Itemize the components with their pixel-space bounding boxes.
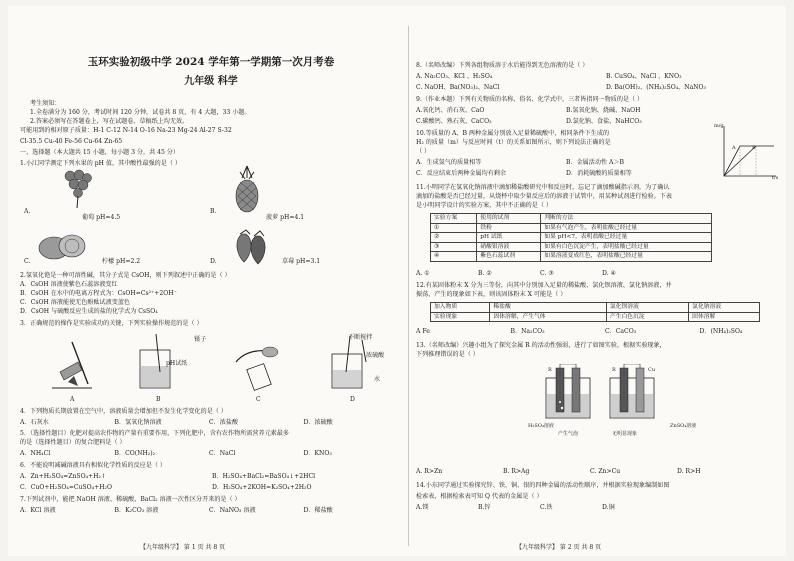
q10-graph-line-b: B	[752, 145, 756, 151]
question-6: 6．不能说明减碱溶液具有相似化学性质的反应是（ ）	[20, 462, 166, 469]
q13-label-znso4: ZnSO₄溶液	[670, 423, 697, 429]
exam-title: 玉环实验初级中学 2024 学年第一学期第一次月考卷	[87, 56, 335, 68]
table-cell: ③	[431, 242, 477, 252]
table-cell: 铁粉	[477, 223, 541, 233]
q6-option-b: B．H₂SO₄+BaCl₂=BaSO₄↓+2HCl	[212, 473, 316, 480]
lemon-image	[36, 228, 90, 264]
question-8: 8.（名师改编）下列各组物质溶于水后能得到无色溶液的是（ ）	[416, 62, 589, 69]
q14-option-b: B.锌	[478, 504, 491, 511]
q8-option-a: A. Na₂CO₃、KCl 、H₂SO₄	[416, 73, 493, 80]
question-11-line-3: 是小明同学设计的实验方案，其中不正确的是（ ）	[416, 202, 552, 209]
q7-option-d: D．稀盐酸	[303, 507, 333, 514]
q9-option-a: A.氧化钙、消石灰、CaO	[416, 107, 485, 114]
q1-option-c-text: 柠檬 pH=2.2	[102, 258, 141, 265]
table-row	[431, 233, 712, 243]
question-11-line-2: 滴加的盐酸是否已经过量，从烧杯中取少量反应后的溶液于试管中，用某种试剂进行检验。下表	[416, 193, 672, 200]
table-cell: 稀盐酸	[490, 303, 606, 313]
q5-options	[20, 450, 390, 459]
q11-option-c: C. ③	[540, 270, 554, 277]
page-1	[20, 6, 402, 556]
q12-option-d: D．(NH₄)₂SO₄	[699, 328, 743, 335]
page-divider	[408, 26, 409, 546]
q7-options	[20, 507, 390, 516]
q3-label-ph: pH试纸	[166, 360, 188, 367]
q9-option-d: D.氯化钠、食盐、NaHCO₃	[566, 118, 642, 125]
q13-options	[416, 468, 756, 477]
q11-options	[416, 270, 656, 279]
table-cell: pH 试纸	[477, 233, 541, 243]
table-cell: 如果溶液变成红色，表明盐酸已经过量	[541, 252, 712, 262]
question-5-line-1: 5．（选择性题目）化肥对提高农作物的产量有重要作用，下列化肥中，含有农作物所需营养元素最多	[20, 430, 289, 437]
q3-option-d: D	[350, 396, 355, 403]
q4-option-a: A．石灰水	[20, 419, 49, 426]
notice-1: 1.全卷满分为 160 分，考试时间 120 分钟，试卷共 8 页，有 4 大题，33 小题。	[30, 109, 251, 116]
table-cell: 紫色石蕊试剂	[477, 252, 541, 262]
table-cell: ①	[431, 223, 477, 233]
q9-option-b: B.氢氧化钠、烧碱、NaOH	[566, 107, 641, 114]
strawberry-image	[230, 226, 274, 266]
q8-option-d: D. Ba(OH)₂、(NH₄)₂SO₄、NaNO₃	[606, 84, 706, 91]
table-cell: 如果 pH<7，表明盐酸已经过量	[541, 233, 712, 243]
q11-option-a: A. ①	[416, 270, 430, 277]
q11-option-b: B. ②	[478, 270, 492, 277]
section-heading: 一、选择题（本大题共 15 小题，每小题 3 分，共 45 分）	[20, 149, 179, 156]
grape-image	[60, 166, 94, 210]
q6-option-d: D．H₂SO₄+2KOH=K₂SO₄+2H₂O	[212, 484, 312, 491]
q13-label-no-change: 无明显现象	[612, 431, 638, 437]
q13-label-h2so4: H₂SO₄溶液	[528, 423, 554, 429]
exam-subtitle: 九年级 科学	[184, 76, 238, 87]
q7-option-c: C．NaNO₃ 溶液	[209, 507, 256, 514]
q5-option-d: D．KNO₃	[303, 450, 332, 457]
q10-graph-line-a: A	[732, 145, 736, 151]
table-cell: 氯化钡溶液	[606, 303, 688, 313]
q14-option-c: C.铁	[540, 504, 553, 511]
q3-option-b: B	[156, 396, 161, 403]
table-cell: 实验方案	[431, 214, 477, 224]
q10-option-a: A．生成氢气的质量相等	[416, 159, 482, 166]
q3-option-a: A	[70, 396, 75, 403]
q4-options	[20, 419, 390, 428]
notice-heading: 考生须知：	[30, 100, 61, 107]
q12-option-c: C．CaCO₃	[605, 328, 637, 335]
q8-option-b: B. CuSO₄、NaCl 、KNO₃	[606, 73, 682, 80]
q2-option-a: A．CsOH 溶液使紫色石蕊溶液变红	[20, 281, 118, 288]
table-cell: 加入物质	[431, 303, 490, 313]
q2-option-b: B．CsOH 在水中的电离方程式为：CsOH=Cs²⁺+2OH⁻	[20, 290, 177, 297]
question-10-line-2: H₂ 的质量（m）与反应时间（t）的关系如图所示，则下列说法正确的是	[416, 139, 611, 146]
q12-option-a: A Fe	[416, 328, 430, 335]
q14-options	[416, 504, 656, 513]
table-cell: ④	[431, 252, 477, 262]
table-row	[431, 303, 760, 313]
table-row	[431, 223, 712, 233]
question-5-line-2: 的是（选择性题目）的复合肥料是（ ）	[20, 439, 126, 446]
table-cell: 产生白色沉淀	[606, 312, 688, 322]
question-12-line-1: 12.有某固体粉末 X 分为三等份，向其中分别加入足量的稀盐酸、氯化钡溶液、氯化钠溶液，并	[416, 282, 672, 289]
q12-option-b: B．Na₂CO₃	[510, 328, 545, 335]
q10-graph	[716, 122, 780, 182]
question-9: 9.（作业本题）下列有关物质的名称、俗名、化学式中，三者皆指同一物质的是（ ）	[416, 96, 644, 103]
q13-label-cu: Cu	[648, 367, 656, 373]
question-14-line-2: 检索表，根据检索表可知 Q 代表的金属是（ ）	[416, 493, 543, 500]
q3-option-c: C	[256, 396, 261, 403]
q1-option-b-text: 菠萝 pH=4.1	[266, 214, 305, 221]
table-row	[431, 252, 712, 262]
table-cell: 判断的方法	[541, 214, 712, 224]
q13-label-r1: R	[548, 367, 552, 373]
q10-option-b: B．金属活动性 A＞B	[566, 159, 624, 166]
q13-label-r2: R	[612, 367, 616, 373]
exam-sheet	[8, 6, 786, 556]
question-10-line-3: （ ）	[416, 148, 431, 155]
question-12-line-2: 振荡，产生的现象如下表，则该固体粉末 X 可能是（ ）	[416, 291, 567, 298]
q12-options	[416, 328, 786, 337]
notice-2: 2.答案必须写在答题卷上，写在试题卷、草稿纸上均无效。	[30, 118, 189, 125]
table-cell: 固体溶解	[689, 312, 760, 322]
question-7: 7.下列试剂中，能把 NaOH 溶液、稀硫酸、BaCl₂ 溶液一次性区分开来的是（ ）	[20, 496, 241, 503]
q7-option-b: B．K₂CO₃ 溶液	[114, 507, 159, 514]
q13-option-d: D. R>H	[677, 468, 701, 475]
page-2-footer: 【九年级科学】 第 2 页 共 8 页	[516, 543, 602, 551]
q1-option-b: B.	[210, 208, 217, 215]
q4-option-c: C．浓盐酸	[209, 419, 239, 426]
q6-option-a: A．Zn+H₂SO₄=ZnSO₄+H₂↑	[20, 473, 106, 480]
question-2: 2.氢氧化铯是一种可溶性碱，其分子式是 CsOH，则下列叙述中正确的是（ ）	[20, 272, 231, 279]
q7-option-a: A．KCl 溶液	[20, 507, 56, 514]
table-cell: 硝酸银溶液	[477, 242, 541, 252]
pineapple-image	[232, 164, 262, 216]
q3-label-conc: 浓硫酸	[366, 352, 385, 359]
table-cell: 氯化钠溶液	[689, 303, 760, 313]
question-10-line-1: 10.等质量的 A、B 两种金属分别放入足量稀硫酸中，相同条件下生成的	[416, 130, 610, 137]
q1-option-d: D.	[210, 258, 217, 265]
table-row	[431, 214, 712, 224]
q3-label-water: 水	[374, 376, 381, 383]
question-1: 1.小江同学测定下列水果的 pH 值，其中酸性最强的是（ ）	[20, 160, 181, 167]
q13-label-bubbles: 产生气泡	[558, 431, 579, 437]
q10-graph-y-label: m/g	[714, 123, 724, 129]
table-cell: 实验现象	[431, 312, 490, 322]
q4-option-d: D．浓硫酸	[303, 419, 333, 426]
table-row	[431, 312, 760, 322]
q9-option-c: C.碳酸钙、熟石灰、CaCO₃	[416, 118, 492, 125]
q14-option-d: D.铜	[602, 504, 615, 511]
table-row	[431, 242, 712, 252]
table-cell: 如果有白色沉淀产生，表明盐酸已经过量	[541, 242, 712, 252]
question-11-line-1: 11.小明同学在氢氧化钠溶液中滴加稀盐酸研究中和反应时，忘记了滴加酸碱指示剂，为了确认	[416, 184, 670, 191]
question-13-line-1: 13.（名师改编）兴趣小组为了探究金属 R 的活动性强弱，进行了如图实验，根据实验现象，	[416, 342, 666, 349]
q3-label-stir: 不断搅拌	[348, 334, 373, 341]
q13-option-b: B. R>Ag	[503, 468, 530, 475]
page-1-footer: 【九年级科学】 第 1 页 共 8 页	[140, 543, 226, 551]
q2-option-c: C．CsOH 溶液能使无色酚酞试液变蓝色	[20, 299, 131, 306]
table-cell: 如果有气泡产生，表明盐酸已经过量	[541, 223, 712, 233]
q5-option-c: C．NaCl	[209, 450, 236, 457]
q1-option-a: A.	[24, 208, 31, 215]
table-cell: 固体溶解，产生气体	[490, 312, 606, 322]
q3-figure-c	[230, 332, 288, 392]
table-cell: 使用的试剂	[477, 214, 541, 224]
q10-option-c: C．反应结束后两种金属均有剩余	[416, 170, 506, 177]
q1-option-c: C.	[24, 258, 31, 265]
q5-option-a: A．NH₄Cl	[20, 450, 51, 457]
q11-table	[430, 213, 712, 262]
q3-label-tweezers: 镊子	[194, 336, 207, 343]
question-3: 3．正确规范的操作是实验成功的关键，下列实验操作规范的是（ ）	[20, 320, 203, 327]
q11-option-d: D. ④	[602, 270, 617, 277]
q6-option-c: C．CuO+H₂SO₄=CuSO₄+H₂O	[20, 484, 112, 491]
q13-option-a: A. R>Zn	[416, 468, 443, 475]
atomic-masses-2: Cl-35.5 Cu-40 Fe-56 Cu-64 Zn-65	[20, 138, 123, 145]
question-13-line-2: 下列推理错误的是（ ）	[416, 351, 479, 358]
q10-graph-x-label: t/s	[772, 175, 779, 181]
q8-option-c: C. NaOH、Ba(NO₃)₂、NaCl	[416, 84, 500, 91]
page-2	[416, 6, 794, 556]
q5-option-b: B．CO(NH₂)₂	[114, 450, 156, 457]
q10-option-d: D．消耗硫酸的质量相等	[566, 170, 632, 177]
atomic-masses-1: 可能用到的相对原子质量：H-1 C-12 N-14 O-16 Na-23 Mg-24 Al-27 S-32	[20, 127, 232, 134]
q1-option-d-text: 草莓 pH=3.1	[282, 258, 321, 265]
table-cell: ②	[431, 233, 477, 243]
question-14-line-1: 14.小东同学通过实验探究锌、铁、铜、银的四种金属的活动性顺序，并根据实验现象编制如图	[416, 482, 670, 489]
question-4: 4．下列物质长期放置在空气中，溶液质量会增加但不发生化学变化的是（ ）	[20, 408, 227, 415]
q13-option-c: C. Zn>Cu	[590, 468, 621, 475]
q4-option-b: B．氢氧化钠溶液	[114, 419, 162, 426]
q2-option-d: D．CsOH 与硫酸反应生成的盐的化学式为 CsSO₄	[20, 308, 158, 315]
q14-option-a: A.镁	[416, 504, 429, 511]
q12-table	[430, 302, 760, 322]
q1-option-a-text: 葡萄 pH=4.5	[82, 214, 121, 221]
q3-figure-a	[48, 332, 96, 392]
